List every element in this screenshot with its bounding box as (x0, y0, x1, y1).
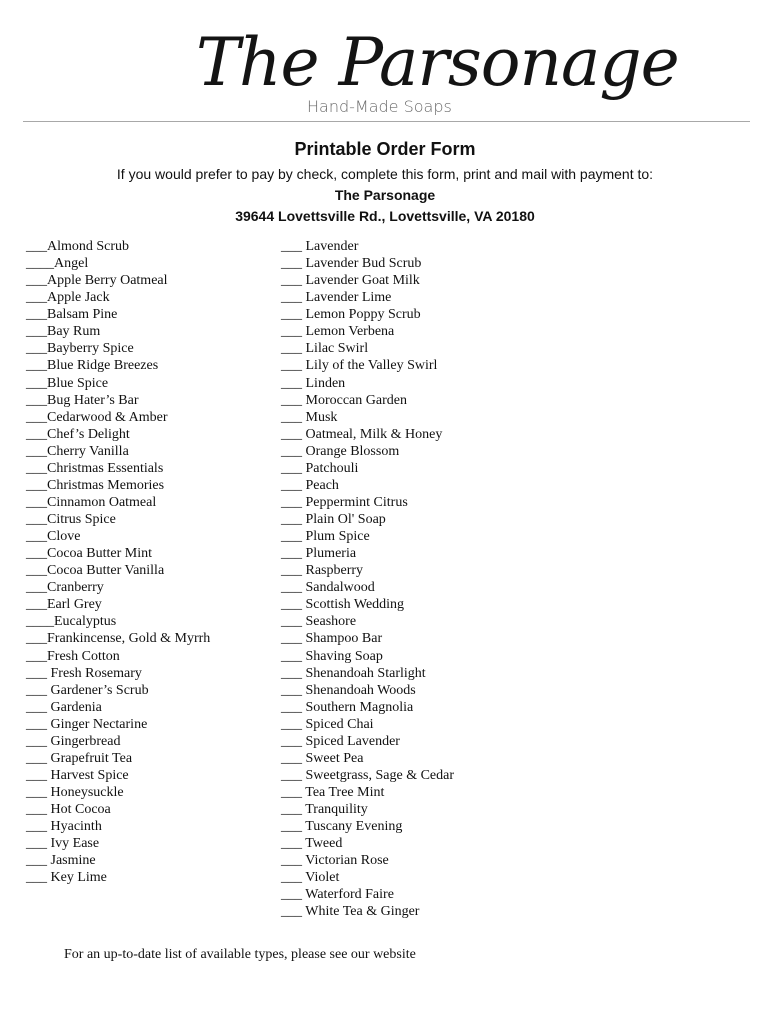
soap-list-item: ___ Lavender Bud Scrub (281, 256, 422, 272)
page-title: Printable Order Form (294, 139, 476, 159)
soap-list-item: ___Apple Jack (26, 290, 110, 306)
soap-list-item: ___ Lavender Lime (281, 290, 392, 306)
soap-list-item: ___ Musk (281, 409, 338, 425)
soap-list-item: ___Balsam Pine (26, 307, 118, 323)
soap-list-item: ___Cocoa Butter Mint (26, 546, 152, 562)
logo-title: The Parsonage (196, 24, 679, 101)
soap-list-item: ___ Gardenia (26, 699, 102, 715)
logo-subtitle: Hand-Made Soaps (307, 97, 452, 116)
header-divider (23, 121, 750, 122)
soap-list-item: ___ Victorian Rose (281, 853, 389, 869)
soap-list-item: ___ Harvest Spice (26, 767, 129, 783)
soap-list-item: ___ Tranquility (281, 802, 368, 818)
soap-list-item: ___Christmas Memories (26, 477, 165, 493)
soap-list-item: ___ Lavender Goat Milk (281, 273, 420, 289)
soap-list-item: ___ Shampoo Bar (281, 631, 383, 647)
soap-list-item: ___Cocoa Butter Vanilla (26, 563, 165, 579)
soap-list-item: ___ Moroccan Garden (281, 392, 407, 408)
soap-list-item: ___ Tuscany Evening (281, 819, 403, 835)
soap-list-item: ___Cedarwood & Amber (26, 409, 168, 425)
soap-list-item: ___Chef’s Delight (26, 426, 130, 442)
soap-list-item: ___Frankincense, Gold & Myrrh (26, 631, 211, 647)
soap-list-item: ___ Spiced Chai (281, 716, 374, 732)
soap-list-left (26, 238, 210, 886)
soap-list-item: ___Apple Berry Oatmeal (26, 273, 168, 289)
soap-list-item: ___ Hot Cocoa (26, 802, 111, 818)
brand-logo (0, 22, 770, 122)
soap-list-item: ___Bug Hater’s Bar (26, 392, 139, 408)
soap-list-item: ___ Seashore (281, 614, 357, 630)
soap-list-item: ____Angel (26, 256, 89, 272)
soap-list-item: ___Cranberry (26, 580, 104, 596)
soap-list-right (281, 238, 454, 921)
soap-list-item: ___ Scottish Wedding (281, 597, 405, 613)
soap-list-item: ___ Shenandoah Starlight (281, 665, 426, 681)
soap-list-item: ___ Plumeria (281, 546, 357, 562)
mailing-name: The Parsonage (334, 187, 436, 203)
soap-list-item: ___ Sweetgrass, Sage & Cedar (281, 767, 455, 783)
soap-list-item: ___ Gingerbread (26, 733, 121, 749)
soap-list-item: ___Bay Rum (26, 324, 101, 340)
soap-list-item: ___ Lemon Poppy Scrub (281, 307, 421, 323)
soap-list-item: ___ Peach (281, 477, 339, 493)
soap-list-item: ___Blue Spice (26, 375, 109, 391)
soap-list-item: ____Eucalyptus (26, 614, 117, 630)
soap-list-item: ___ Grapefruit Tea (26, 750, 133, 766)
soap-list-item: ___ Sandalwood (281, 580, 375, 596)
soap-list-item: ___ Plum Spice (281, 529, 370, 545)
soap-list-item: ___ Lily of the Valley Swirl (281, 358, 438, 374)
soap-list-item: ___ Sweet Pea (281, 750, 364, 766)
soap-list-item: ___ Shaving Soap (281, 648, 383, 664)
soap-list-item: ___Clove (26, 529, 81, 545)
soap-list-item: ___ Key Lime (26, 870, 107, 886)
soap-list-item: ___ White Tea & Ginger (281, 904, 420, 920)
soap-list-item: ___ Lemon Verbena (281, 324, 395, 340)
soap-list-item: ___Citrus Spice (26, 512, 116, 527)
soap-list-item: ___ Violet (281, 870, 340, 886)
soap-list-item: ___ Raspberry (281, 563, 364, 579)
soap-list-item: ___ Fresh Rosemary (26, 665, 142, 681)
mailing-address: 39644 Lovettsville Rd., Lovettsville, VA 20180 (235, 208, 535, 224)
soap-list-item: ___ Honeysuckle (26, 785, 124, 800)
soap-list-item: ___Blue Ridge Breezes (26, 358, 159, 374)
soap-list-item: ___ Peppermint Citrus (281, 494, 408, 510)
soap-list-item: ___ Ivy Ease (26, 836, 100, 852)
soap-list-item: ___ Tea Tree Mint (281, 785, 385, 800)
soap-list-item: ___ Lilac Swirl (281, 341, 369, 357)
intro-text: If you would prefer to pay by check, complete this form, print and mail with payment to: (116, 166, 654, 182)
footer-note: For an up-to-date list of available types, please see our website (64, 947, 416, 962)
soap-list-item: ___ Oatmeal, Milk & Honey (281, 426, 443, 442)
soap-list-item: ___Christmas Essentials (26, 460, 164, 476)
soap-list-item: ___Cherry Vanilla (26, 443, 129, 459)
soap-list-item: ___ Shenandoah Woods (281, 682, 416, 698)
soap-list-item: ___ Spiced Lavender (281, 733, 400, 749)
soap-list-item: ___ Waterford Faire (281, 887, 394, 903)
soap-list-item: ___Earl Grey (26, 597, 102, 613)
soap-list-item: ___ Tweed (281, 836, 343, 852)
soap-list-item: ___ Jasmine (26, 853, 96, 869)
soap-list-item: ___Bayberry Spice (26, 341, 134, 357)
soap-list-item: ___ Gardener’s Scrub (26, 682, 149, 698)
soap-list-item: ___ Plain Ol' Soap (281, 512, 386, 527)
soap-list-item: ___Cinnamon Oatmeal (26, 494, 157, 510)
soap-list-item: ___Fresh Cotton (26, 648, 120, 664)
soap-list-item: ___ Lavender (281, 239, 359, 254)
soap-list-item: ___Almond Scrub (26, 239, 130, 254)
soap-list-item: ___ Orange Blossom (281, 443, 400, 459)
soap-list-item: ___ Hyacinth (26, 819, 102, 835)
soap-list-item: ___ Linden (281, 375, 346, 391)
soap-list-item: ___ Ginger Nectarine (26, 716, 148, 732)
soap-list-item: ___ Patchouli (281, 460, 359, 476)
soap-list-item: ___ Southern Magnolia (281, 699, 414, 715)
